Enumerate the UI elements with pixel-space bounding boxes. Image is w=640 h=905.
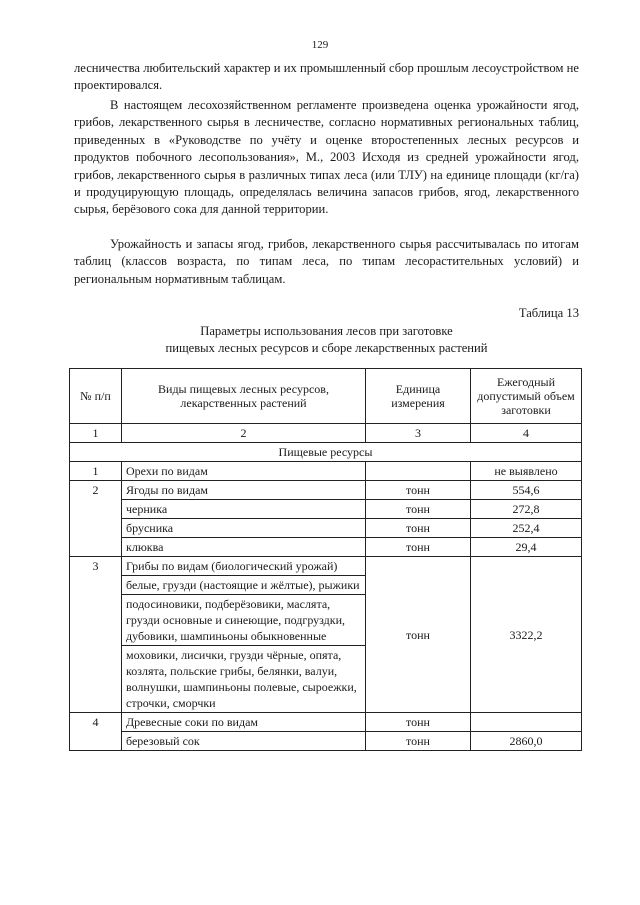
table-row	[70, 481, 582, 500]
row-unit: тонн	[366, 713, 471, 732]
row-number: 4	[70, 713, 122, 751]
row-unit	[366, 462, 471, 481]
section-label: Пищевые ресурсы	[70, 443, 582, 462]
table-caption: Таблица 13	[518, 306, 579, 320]
row-name: белые, грузди (настоящие и жёлтые), рыжики	[122, 576, 366, 595]
row-value: 29,4	[471, 538, 582, 557]
section-row	[70, 443, 582, 462]
row-unit: тонн	[366, 519, 471, 538]
row-unit: тонн	[366, 481, 471, 500]
header-number-cell: 1	[70, 424, 122, 443]
row-name: Древесные соки по видам	[122, 713, 366, 732]
row-number: 3	[70, 557, 122, 713]
row-name: Ягоды по видам	[122, 481, 366, 500]
row-value: 3322,2	[471, 557, 582, 713]
table-row	[70, 519, 582, 538]
row-value: 252,4	[471, 519, 582, 538]
row-unit: тонн	[366, 732, 471, 751]
header-number: № п/п	[70, 369, 122, 424]
row-value	[471, 713, 582, 732]
row-name: брусника	[122, 519, 366, 538]
header-volume: Ежегодный допустимый объем заготовки	[471, 369, 582, 424]
row-name: клюква	[122, 538, 366, 557]
row-name: подосиновики, подберёзовики, маслята, грузди основные и синеющие, подгруздки, дубовики, шампиньоны обыкновенные	[122, 595, 366, 646]
page-number: 129	[311, 39, 329, 51]
row-value: 2860,0	[471, 732, 582, 751]
table-row	[70, 538, 582, 557]
row-unit: тонн	[366, 538, 471, 557]
row-unit: тонн	[366, 557, 471, 713]
header-number-cell: 3	[366, 424, 471, 443]
row-name: березовый сок	[122, 732, 366, 751]
row-value: 272,8	[471, 500, 582, 519]
row-name: Грибы по видам (биологический урожай)	[122, 557, 366, 576]
row-value: не выявлено	[471, 462, 582, 481]
table-row	[70, 732, 582, 751]
parameters-table	[69, 368, 582, 751]
header-number-cell: 4	[471, 424, 582, 443]
header-unit: Единица измерения	[366, 369, 471, 424]
header-number-cell: 2	[122, 424, 366, 443]
table-title-line2: пищевых лесных ресурсов и сборе лекарственных растений	[165, 341, 488, 355]
header-numbers-row	[70, 424, 582, 443]
table-row	[70, 500, 582, 519]
table-title-line1: Параметры использования лесов при заготовке	[200, 324, 453, 338]
paragraph-3: Урожайность и запасы ягод, грибов, лекарственного сырья рассчитывалась по итогам таблиц (классов возраста, по типам леса, по типам лесорастительных условий) и региональным нормативным таблицам.	[74, 237, 579, 286]
paragraph-1: лесничества любительский характер и их промышленный сбор прошлым лесоустройством не проектировался.	[74, 61, 579, 93]
row-value: 554,6	[471, 481, 582, 500]
row-name: моховики, лисички, грузди чёрные, опята, козлята, польские грибы, белянки, валуи, волнушки, шампиньоны полевые, сыроежки, строчки, сморчки	[122, 646, 366, 713]
header-type: Виды пищевых лесных ресурсов, лекарственных растений	[122, 369, 366, 424]
table-row	[70, 462, 582, 481]
row-number: 1	[70, 462, 122, 481]
row-unit: тонн	[366, 500, 471, 519]
table-header-row	[70, 369, 582, 424]
table-row	[70, 557, 582, 576]
row-name: черника	[122, 500, 366, 519]
paragraph-2: В настоящем лесохозяйственном регламенте произведена оценка урожайности ягод, грибов, лекарственного сырья в лесничестве, согласно нормативных региональных таблиц, приведенных в «Руководстве по учёту и оценке второстепенных лесных ресурсов и продуктов побочного лесопользования», М., 2003 Исходя из средней урожайности ягод, грибов, лекарственного сырья в различных типах леса (или ТЛУ) на единице площади (кг/га) и продуцирующую площадь, определялась величина запасов грибов, ягод, лекарственного сырья, берёзового сока для данной территории.	[74, 98, 579, 217]
row-number: 2	[70, 481, 122, 557]
row-name: Орехи по видам	[122, 462, 366, 481]
table-title	[74, 323, 579, 357]
table-row	[70, 713, 582, 732]
